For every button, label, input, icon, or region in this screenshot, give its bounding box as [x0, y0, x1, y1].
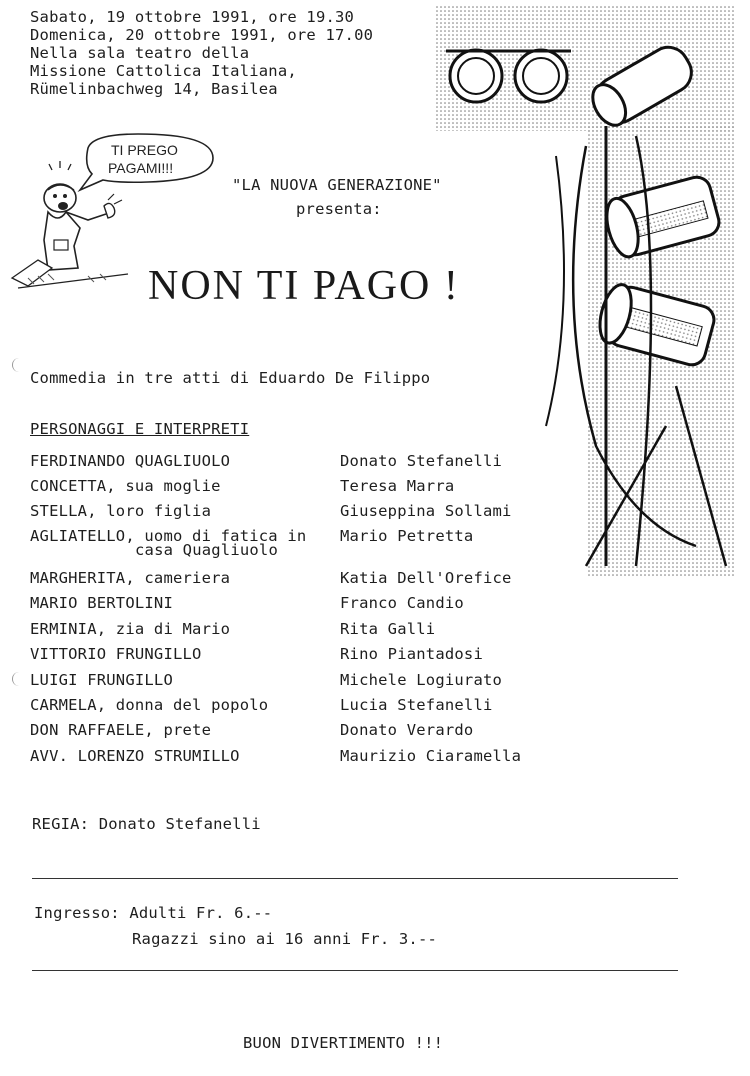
cast-row	[30, 696, 550, 721]
cast-role-line-2: casa Quagliuolo	[135, 541, 278, 559]
cast-actor: Teresa Marra	[340, 477, 455, 495]
cast-role: FERDINANDO QUAGLIUOLO	[30, 452, 231, 470]
cast-role: VITTORIO FRUNGILLO	[30, 645, 202, 663]
cast-role	[30, 527, 306, 557]
cast-role: LUIGI FRUNGILLO	[30, 671, 173, 689]
cast-row	[30, 671, 550, 696]
cast-role: STELLA, loro figlia	[30, 502, 212, 520]
cast-row	[30, 452, 550, 477]
admission-adults: Ingresso: Adulti Fr. 6.--	[34, 904, 273, 922]
event-info	[30, 8, 373, 98]
speech-bubble-line-2: PAGAMI!!!	[108, 160, 174, 176]
cast-row	[30, 721, 550, 746]
play-title: NON TI PAGO !	[148, 263, 460, 309]
cast-role: CONCETTA, sua moglie	[30, 477, 221, 495]
company-name: "LA NUOVA GENERAZIONE"	[232, 176, 442, 194]
cast-row	[30, 477, 550, 502]
cast-actor: Rita Galli	[340, 620, 436, 638]
cast-actor: Donato Stefanelli	[340, 452, 503, 470]
director-credit: REGIA: Donato Stefanelli	[32, 815, 261, 833]
cast-actor: Lucia Stefanelli	[340, 696, 493, 714]
event-date-saturday: Sabato, 19 ottobre 1991, ore 19.30	[30, 8, 355, 26]
cast-row	[30, 747, 550, 772]
cast-role: ERMINIA, zia di Mario	[30, 620, 231, 638]
presents-label: presenta:	[296, 200, 382, 218]
cast-actor: Maurizio Ciaramella	[340, 747, 522, 765]
cast-actor: Michele Logiurato	[340, 671, 503, 689]
speech-bubble-line-1: TI PREGO	[111, 142, 178, 158]
cast-actor: Franco Candio	[340, 594, 464, 612]
cast-role: MARGHERITA, cameriera	[30, 569, 231, 587]
divider-top	[32, 878, 678, 879]
closing-message: BUON DIVERTIMENTO !!!	[243, 1034, 444, 1052]
punch-hole-mark-top	[12, 358, 23, 372]
cast-row	[30, 594, 550, 619]
play-subtitle: Commedia in tre atti di Eduardo De Filippo	[30, 369, 431, 387]
cast-actor: Katia Dell'Orefice	[340, 569, 512, 587]
cast-heading: PERSONAGGI E INTERPRETI	[30, 420, 250, 438]
cast-row	[30, 502, 550, 527]
punch-hole-mark-bottom	[12, 672, 23, 686]
cast-row	[30, 569, 550, 594]
cast-role: MARIO BERTOLINI	[30, 594, 173, 612]
cast-actor: Mario Petretta	[340, 527, 474, 545]
cast-role: AVV. LORENZO STRUMILLO	[30, 747, 240, 765]
venue-address: Rümelinbachweg 14, Basilea	[30, 80, 278, 98]
venue-line-1: Nella sala teatro della	[30, 44, 250, 62]
venue-line-2: Missione Cattolica Italiana,	[30, 62, 297, 80]
cast-role-line-1: AGLIATELLO, uomo di fatica in	[30, 527, 307, 545]
cast-row	[30, 645, 550, 670]
admission-children: Ragazzi sino ai 16 anni Fr. 3.--	[132, 930, 438, 948]
event-date-sunday: Domenica, 20 ottobre 1991, ore 17.00	[30, 26, 374, 44]
cast-actor: Donato Verardo	[340, 721, 474, 739]
cast-role: DON RAFFAELE, prete	[30, 721, 212, 739]
cast-role: CARMELA, donna del popolo	[30, 696, 269, 714]
cast-row	[30, 527, 550, 567]
cast-actor: Rino Piantadosi	[340, 645, 483, 663]
cast-actor: Giuseppina Sollami	[340, 502, 512, 520]
divider-bottom	[32, 970, 678, 971]
cast-row	[30, 620, 550, 645]
